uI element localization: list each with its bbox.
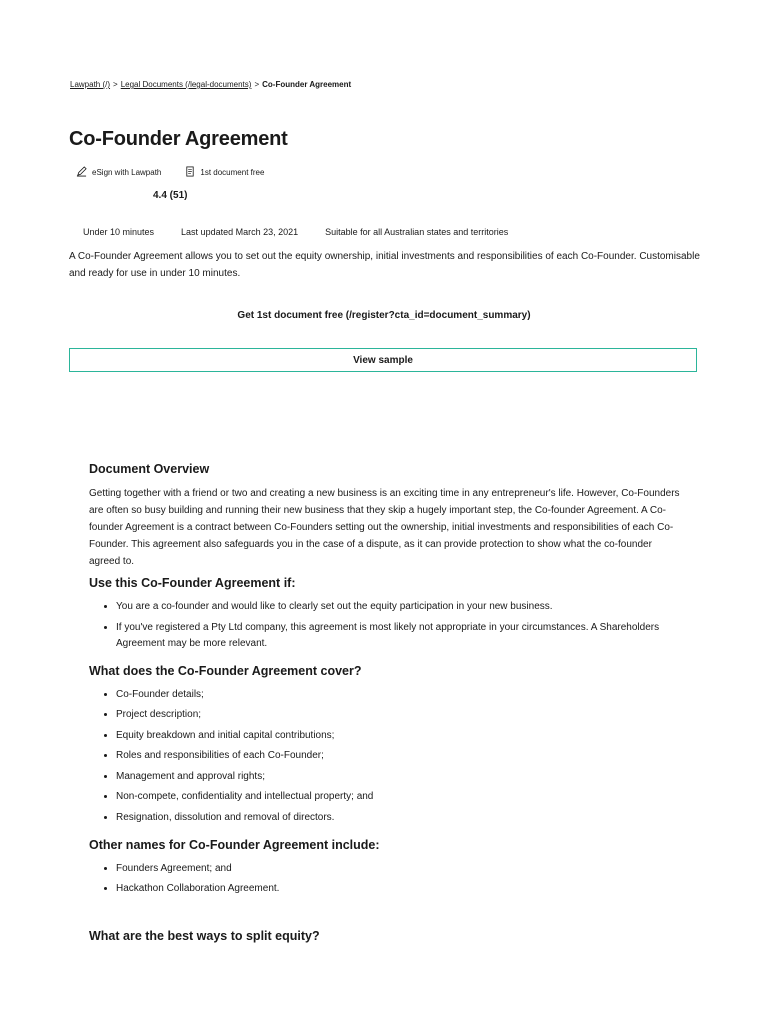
free-document-badge: [185, 166, 264, 179]
overview-body: Getting together with a friend or two and creating a new business is an exciting time in any entrepreneur's life. However, Co-Founders are often so busy building and running their new business that they skip a hugely important step, the Co-founder Agreement. A Co-founder Agreement is a contract between Co-Founders setting out the ownership, initial investments and responsibilities of each Co-Founder. This agreement also safeguards you in the case of a dispute, as it can provide protection to show what the co-founder agreed to.: [89, 488, 680, 567]
breadcrumb: [70, 80, 351, 89]
document-meta: [83, 227, 535, 237]
use-if-list: [89, 599, 683, 652]
list-item: • Founders Agreement; and: [116, 861, 683, 877]
list-item: • You are a co-founder and would like to clearly set out the equity participation in your new business.: [116, 599, 683, 615]
other-names-list: [89, 861, 683, 898]
list-item: • Management and approval rights;: [116, 769, 683, 785]
view-sample-button[interactable]: View sample: [69, 348, 697, 372]
suitability: Suitable for all Australian states and territories: [325, 227, 509, 237]
cta-container: [0, 310, 768, 321]
get-free-document-link[interactable]: Get 1st document free (/register?cta_id=document_summary): [237, 310, 531, 321]
list-item: • Roles and responsibilities of each Co-Founder;: [116, 748, 683, 764]
document-summary: A Co-Founder Agreement allows you to set out the equity ownership, initial investments and responsibilities of each Co-Founder. Customisable and ready for use in under 10 minutes.: [69, 251, 700, 279]
page-title: Co-Founder Agreement: [69, 128, 288, 150]
document-content: [89, 462, 683, 952]
breadcrumb-legal-documents-link[interactable]: Legal Documents (/legal-documents): [120, 80, 252, 89]
last-updated: Last updated March 23, 2021: [181, 227, 299, 237]
equity-heading: What are the best ways to split equity?: [89, 929, 320, 943]
document-icon: [185, 166, 200, 179]
covers-list: [89, 687, 683, 826]
overview-heading: Document Overview: [89, 462, 210, 476]
breadcrumb-current: Co-Founder Agreement: [262, 80, 352, 89]
other-names-heading: Other names for Co-Founder Agreement include:: [89, 837, 380, 852]
breadcrumb-separator: >: [113, 80, 118, 89]
list-item: • Equity breakdown and initial capital contributions;: [116, 728, 683, 744]
list-item: • Co-Founder details;: [116, 687, 683, 703]
esign-label: eSign with Lawpath: [92, 168, 162, 177]
list-item: • If you've registered a Pty Ltd company, this agreement is most likely not appropriate in your circumstances. A Shareholders Agreement may be more relevant.: [116, 620, 683, 652]
covers-heading: What does the Co-Founder Agreement cover?: [89, 663, 362, 678]
feature-badges: [76, 166, 288, 179]
list-item: • Resignation, dissolution and removal of directors.: [116, 810, 683, 826]
esign-badge: [76, 166, 161, 179]
spacer: [89, 909, 683, 929]
list-item: • Project description;: [116, 707, 683, 723]
use-if-heading: Use this Co-Founder Agreement if:: [89, 576, 296, 590]
pen-icon: [76, 166, 92, 179]
breadcrumb-home-link[interactable]: Lawpath (/): [70, 80, 111, 89]
breadcrumb-separator: >: [254, 80, 260, 89]
free-document-label: 1st document free: [200, 168, 265, 177]
list-item: • Non-compete, confidentiality and intellectual property; and: [116, 789, 683, 805]
completion-time: Under 10 minutes: [83, 227, 155, 237]
list-item: • Hackathon Collaboration Agreement.: [116, 881, 683, 897]
rating-text: 4.4 (51): [153, 190, 188, 201]
